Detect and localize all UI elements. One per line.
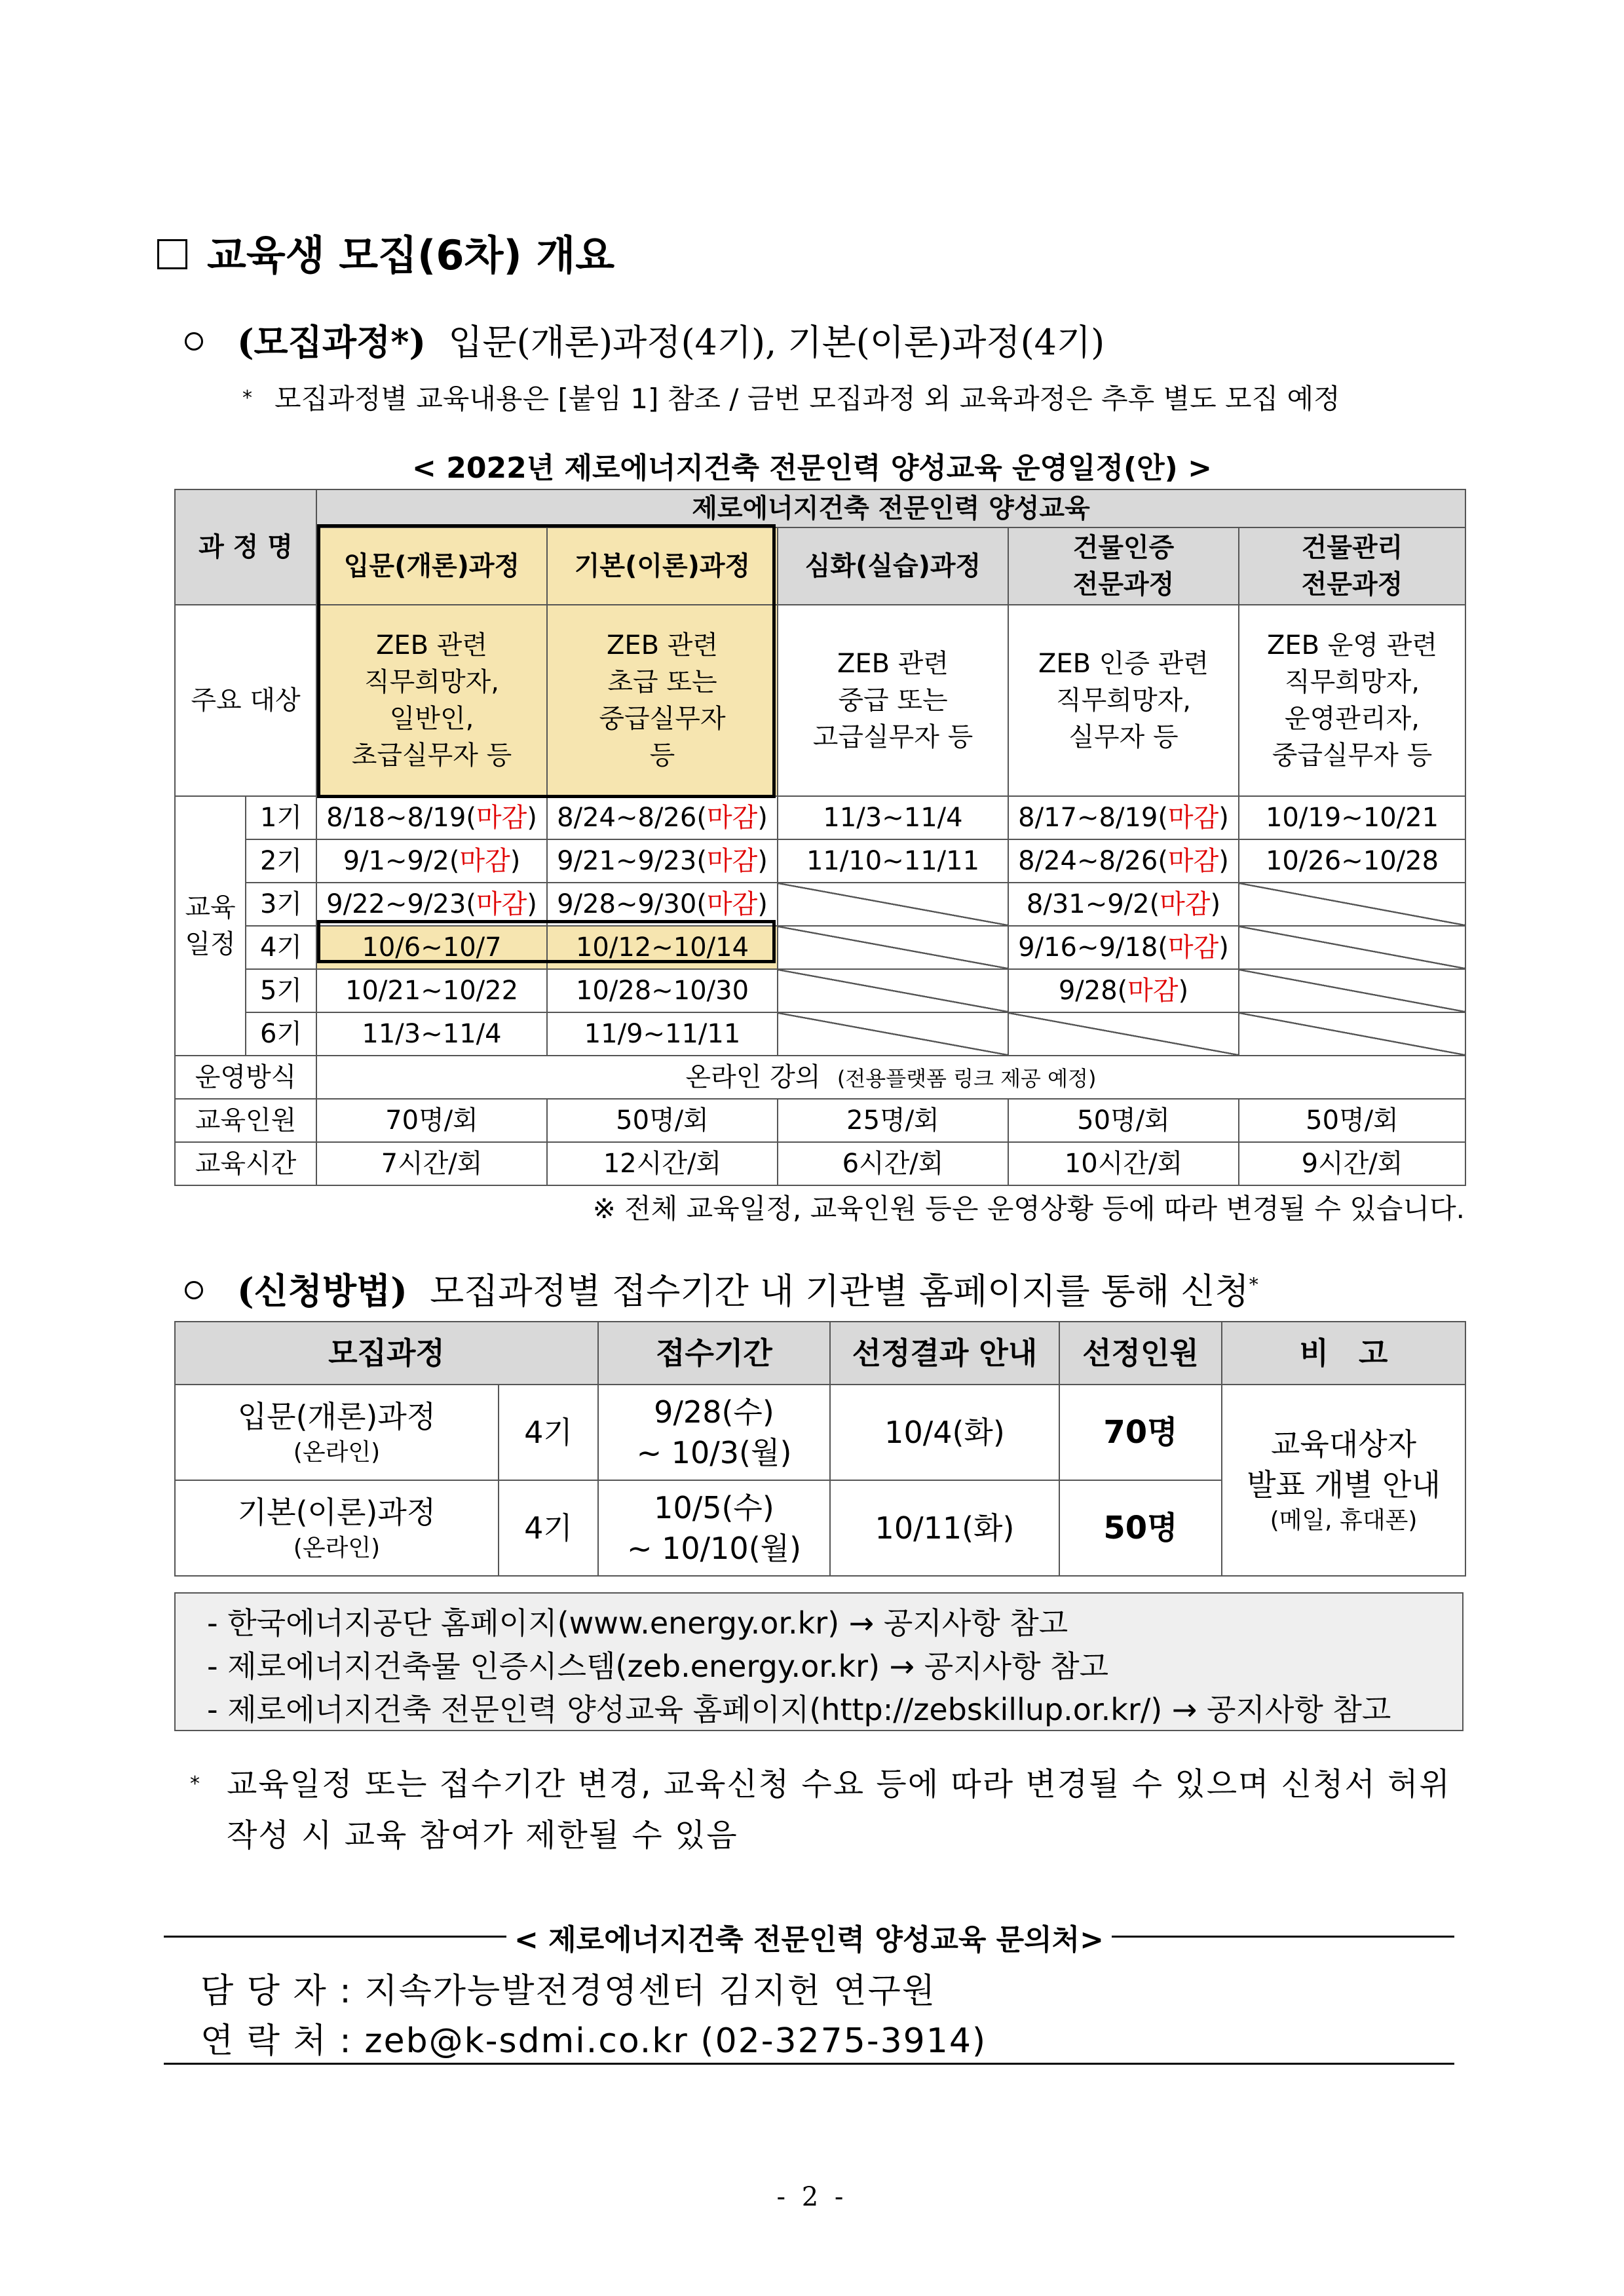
period-cell: 9/28(수) ~ 10/3(월) [598,1385,830,1480]
method-label: 운영방식 [175,1056,316,1099]
schedule-cell: 9/28~9/30(마감) [547,883,778,926]
schedule-table-title: < 2022년 제로에너지건축 전문인력 양성교육 운영일정(안) > [412,451,1212,485]
target-management: ZEB 운영 관련 직무희망자, 운영관리자, 중급실무자 등 [1239,605,1465,796]
schedule-cell: 9/28(마감) [1008,969,1239,1012]
period-cell: 10/5(수) ~ 10/10(월) [598,1480,830,1576]
empty-cell [1239,1012,1465,1056]
capacity-label: 교육인원 [175,1099,316,1142]
schedule-label: 교육 일정 [175,796,246,1056]
cohort-label: 4기 [246,926,316,969]
bullet-label: (모집과정*) [237,321,426,363]
cohort-label: 2기 [246,839,316,883]
schedule-cell: 10/12~10/14 [547,926,778,969]
section-title [157,223,614,281]
schedule-cell: 9/21~9/23(마감) [547,839,778,883]
course-header-basic: 기본(이론)과정 [547,527,778,605]
capacity-cell: 25명/회 [778,1099,1008,1142]
bullet-mark: * [1249,1274,1258,1295]
result-cell: 10/4(화) [830,1385,1059,1480]
count-cell: 70명 [1059,1385,1222,1480]
target-certification: ZEB 인증 관련 직무희망자, 실무자 등 [1008,605,1239,796]
hours-cell: 9시간/회 [1239,1142,1465,1185]
schedule-table [174,489,1466,1186]
schedule-cell: 8/18~8/19(마감) [316,796,547,839]
cohort-cell: 4기 [499,1480,598,1576]
circle-bullet-icon [185,1281,203,1299]
cohort-label: 6기 [246,1012,316,1056]
schedule-cell: 8/24~8/26(마감) [1008,839,1239,883]
empty-cell [1239,926,1465,969]
target-label: 주요 대상 [175,605,316,796]
section-title-text: 교육생 모집(6차) 개요 [207,231,615,279]
note-text: 교육일정 또는 접수기간 변경, 교육신청 수요 등에 따라 변경될 수 있으며 신청서 허위 작성 시 교육 참여가 제한될 수 있음 [227,1766,1451,1854]
schedule-cell: 10/28~10/30 [547,969,778,1012]
note-text: 모집과정별 교육내용은 [붙임 1] 참조 / 금번 모집과정 외 교육과정은 추후 별도 모집 예정 [274,383,1340,415]
schedule-cell: 11/3~11/4 [778,796,1008,839]
schedule-cell: 8/24~8/26(마감) [547,796,778,839]
empty-cell [1239,883,1465,926]
course-header-management: 건물관리 전문과정 [1239,527,1465,605]
reference-box [174,1592,1463,1731]
note-mark: * [242,387,252,410]
cohort-label: 3기 [246,883,316,926]
application-table [174,1321,1466,1577]
schedule-cell: 10/6~10/7 [316,926,547,969]
capacity-cell: 70명/회 [316,1099,547,1142]
empty-cell [1008,1012,1239,1056]
schedule-cell: 8/17~8/19(마감) [1008,796,1239,839]
note-attachment [242,377,1340,417]
header-count: 선정인원 [1059,1322,1222,1385]
bullet-label: (신청방법) [237,1270,407,1312]
header-course: 모집과정 [175,1322,598,1385]
header-result: 선정결과 안내 [830,1322,1059,1385]
bullet-text: 입문(개론)과정(4기), 기본(이론)과정(4기) [448,322,1105,363]
target-intro: ZEB 관련 직무희망자, 일반인, 초급실무자 등 [316,605,547,796]
schedule-cell: 8/31~9/2(마감) [1008,883,1239,926]
schedule-cell: 10/21~10/22 [316,969,547,1012]
schedule-cell: 9/1~9/2(마감) [316,839,547,883]
capacity-cell: 50명/회 [1008,1099,1239,1142]
course-cell: 입문(개론)과정 (온라인) [175,1385,499,1480]
target-advanced: ZEB 관련 중급 또는 고급실무자 등 [778,605,1008,796]
hours-label: 교육시간 [175,1142,316,1185]
divider-line [164,2063,1454,2065]
course-header-intro: 입문(개론)과정 [316,527,547,605]
course-header-advanced: 심화(실습)과정 [778,527,1008,605]
change-notice [190,1759,1467,1861]
hours-cell: 6시간/회 [778,1142,1008,1185]
bullet-recruit-course [185,315,1105,365]
result-cell: 10/11(화) [830,1480,1059,1576]
reference-line: - 제로에너지건축물 인증시스템(zeb.energy.or.kr) → 공지사항 참고 [207,1649,1109,1684]
schedule-cell: 11/10~11/11 [778,839,1008,883]
course-name-header: 과 정 명 [175,489,316,605]
empty-cell [778,969,1008,1012]
remark-cell: 교육대상자 발표 개별 안내 (메일, 휴대폰) [1222,1385,1465,1576]
contact-manager: 담 당 자 : 지속가능발전경영센터 김지헌 연구원 [200,1972,937,2011]
schedule-cell: 11/3~11/4 [316,1012,547,1056]
bullet-text: 모집과정별 접수기간 내 기관별 홈페이지를 통해 신청 [430,1271,1249,1312]
schedule-change-note: ※ 전체 교육일정, 교육인원 등은 운영상황 등에 따라 변경될 수 있습니다. [592,1193,1465,1225]
contact-title: < 제로에너지건축 전문인력 양성교육 문의처> [164,1916,1454,1958]
course-header-certification: 건물인증 전문과정 [1008,527,1239,605]
empty-cell [1239,969,1465,1012]
reference-line: - 제로에너지건축 전문인력 양성교육 홈페이지(http://zebskillup.or.kr/) → 공지사항 참고 [207,1692,1391,1727]
contact-title-row [164,1916,1454,1955]
page-number: - 2 - [776,2182,848,2212]
reference-line: - 한국에너지공단 홈페이지(www.energy.or.kr) → 공지사항 참고 [207,1605,1068,1641]
cohort-label: 5기 [246,969,316,1012]
cohort-label: 1기 [246,796,316,839]
capacity-cell: 50명/회 [1239,1099,1465,1142]
circle-bullet-icon [185,332,203,351]
empty-cell [778,926,1008,969]
schedule-cell: 11/9~11/11 [547,1012,778,1056]
schedule-cell: 10/26~10/28 [1239,839,1465,883]
course-cell: 기본(이론)과정 (온라인) [175,1480,499,1576]
method-value: 온라인 강의 (전용플랫폼 링크 제공 예정) [316,1056,1465,1099]
count-cell: 50명 [1059,1480,1222,1576]
header-period: 접수기간 [598,1322,830,1385]
capacity-cell: 50명/회 [547,1099,778,1142]
note-mark: * [190,1772,200,1795]
target-basic: ZEB 관련 초급 또는 중급실무자 등 [547,605,778,796]
schedule-cell: 9/22~9/23(마감) [316,883,547,926]
group-header: 제로에너지건축 전문인력 양성교육 [316,489,1465,527]
hours-cell: 12시간/회 [547,1142,778,1185]
cohort-cell: 4기 [499,1385,598,1480]
empty-cell [778,883,1008,926]
schedule-cell: 9/16~9/18(마감) [1008,926,1239,969]
contact-phone: 연 락 처 : zeb@k-sdmi.co.kr (02-3275-3914) [200,2021,987,2061]
bullet-application-method [185,1263,1258,1314]
checkbox-square-icon [157,239,187,269]
hours-cell: 7시간/회 [316,1142,547,1185]
schedule-cell: 10/19~10/21 [1239,796,1465,839]
header-remark: 비 고 [1222,1322,1465,1385]
hours-cell: 10시간/회 [1008,1142,1239,1185]
empty-cell [778,1012,1008,1056]
